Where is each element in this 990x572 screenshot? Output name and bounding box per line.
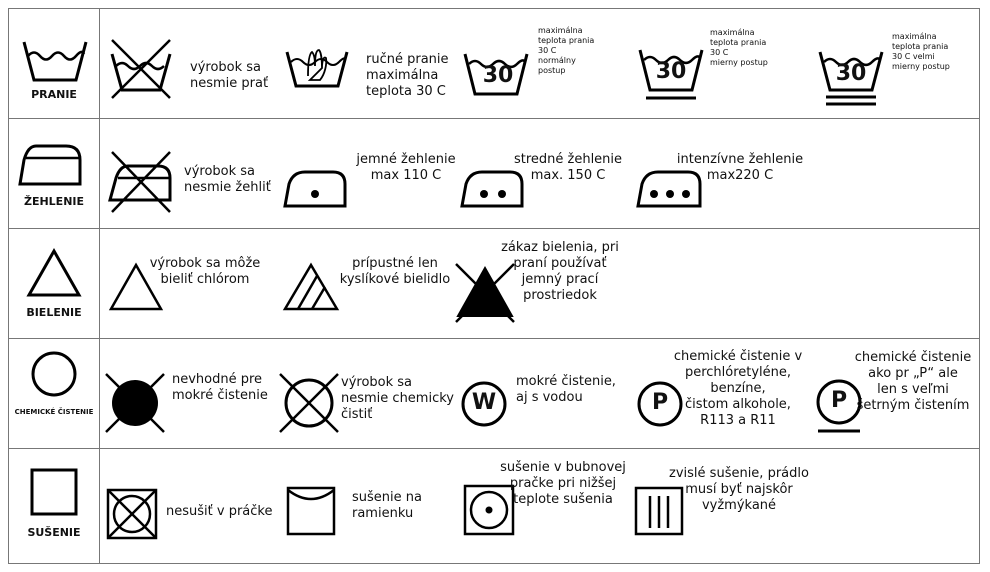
label-hand-wash: ručné pranie maximálna teplota 30 C: [366, 52, 449, 99]
label-iron-high: intenzívne žehlenie max220 C: [676, 152, 804, 183]
label-iron-low: jemné žehlenie max 110 C: [356, 152, 456, 183]
label-tumble-dry-low: sušenie v bubnovej pračke pri nižšej teplote sušenia: [500, 460, 626, 507]
label-no-bleach: zákaz bielenia, pri praní používať jemný prací prostriedok: [501, 240, 619, 303]
dry-clean-letter: P: [651, 390, 669, 415]
temperature-30: 30: [482, 63, 514, 88]
label-no-wash: výrobok sa nesmie prať: [190, 60, 269, 91]
wet-clean-letter: W: [471, 390, 497, 415]
triangle-icon: [26, 248, 82, 298]
row-divider: [8, 228, 980, 229]
label-dry-clean-p: chemické čistenie v perchlóretyléne, benzíne, čistom alkohole, R113 a R11: [673, 349, 803, 428]
row-divider: [8, 338, 980, 339]
category-zehlenie: ŽEHLENIE: [23, 195, 85, 208]
square-icon: [30, 468, 78, 516]
no-dry-clean-icon: [278, 372, 340, 434]
label-wet-clean: mokré čistenie, aj s vodou: [516, 374, 616, 405]
hand-wash-icon: [284, 46, 350, 90]
no-wet-clean-icon: [104, 372, 166, 434]
category-chemicke-cistenie: CHEMICKÉ ČISTENIE: [14, 408, 94, 416]
temperature-30: 30: [655, 59, 687, 84]
label-no-dry-clean: výrobok sa nesmie chemicky čistiť: [341, 375, 454, 422]
washtub-icon: [22, 36, 88, 82]
label-line-dry: zvislé sušenie, prádlo musí byť najskôr vyžmýkané: [669, 466, 809, 513]
label-no-tumble-dry: nesušiť v práčke: [166, 504, 273, 519]
hang-dry-icon: [286, 486, 336, 536]
label-hang-dry: sušenie na ramienku: [352, 490, 422, 521]
label-no-wet-clean: nevhodné pre mokré čistenie: [172, 372, 268, 403]
label-dry-clean-p-gentle: chemické čistenie ako pr „P“ ale len s veľmi šetrným čistením: [854, 350, 972, 413]
category-pranie: PRANIE: [31, 88, 77, 101]
category-susenie: SUŠENIE: [27, 526, 81, 539]
iron-icon: [16, 140, 82, 188]
no-tumble-dry-icon: [106, 488, 158, 540]
label-wash-30-gentle: maximálna teplota prania 30 C mierny postup: [710, 28, 768, 67]
circle-icon: [30, 350, 78, 398]
temperature-30: 30: [835, 61, 867, 86]
label-iron-medium: stredné žehlenie max. 150 C: [513, 152, 623, 183]
label-wash-30-very-gentle: maximálna teplota prania 30 C velmi mierny postup: [892, 32, 950, 71]
row-divider: [8, 118, 980, 119]
label-no-iron: výrobok sa nesmie žehliť: [184, 164, 271, 195]
row-divider: [8, 448, 980, 449]
category-bielenie: BIELENIE: [26, 306, 82, 319]
no-wash-icon: [108, 38, 174, 100]
no-iron-icon: [106, 150, 174, 214]
dry-clean-letter: P: [830, 388, 848, 413]
label-bleach-chlorine: výrobok sa môže bieliť chlórom: [149, 256, 261, 287]
label-wash-30-normal: maximálna teplota prania 30 C normálny postup: [538, 26, 595, 75]
label-oxygen-bleach: prípustné len kyslíkové bielidlo: [339, 256, 451, 287]
column-divider: [99, 8, 100, 564]
